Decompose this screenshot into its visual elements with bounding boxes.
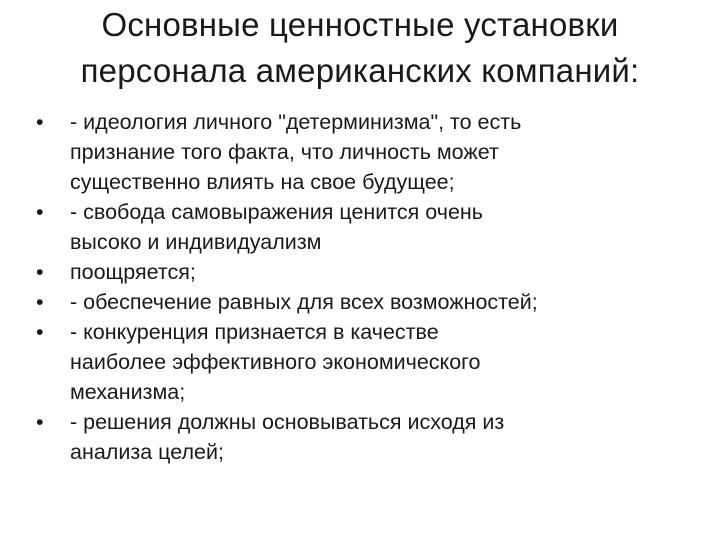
bullet-icon: • [36, 290, 44, 314]
bullet-4-line-1: - обеспечение равных для всех возможностей; [70, 290, 538, 314]
bullet-1-line-3: существенно влиять на свое будущее; [70, 170, 455, 194]
bullet-2-line-2: высоко и индивидуализм [70, 230, 322, 254]
bullet-item-4 [36, 287, 696, 317]
bullet-item-1 [36, 107, 696, 197]
bullet-5-line-1: - конкуренция признается в качестве [70, 320, 439, 344]
bullet-3-line-1: поощряется; [70, 260, 196, 284]
bullet-list [36, 107, 696, 467]
bullet-2-line-1: - свобода самовыражения ценится очень [70, 200, 483, 224]
title-line-2: персонала американских компаний: [80, 52, 640, 89]
title-line-1: Основные ценностные установки [101, 6, 619, 43]
bullet-5-line-2: наиболее эффективного экономического [70, 350, 481, 374]
slide-title [20, 2, 700, 94]
bullet-item-2 [36, 197, 696, 257]
bullet-6-line-2: анализа целей; [70, 440, 224, 464]
bullet-icon: • [36, 320, 44, 344]
bullet-5-line-3: механизма; [70, 380, 186, 404]
bullet-icon: • [36, 200, 44, 224]
bullet-icon: • [36, 110, 44, 134]
bullet-icon: • [36, 260, 44, 284]
bullet-item-3 [36, 257, 696, 287]
bullet-item-6 [36, 407, 696, 467]
bullet-item-5 [36, 317, 696, 407]
bullet-1-line-1: - идеология личного "детерминизма", то есть [70, 110, 522, 134]
bullet-1-line-2: признание того факта, что личность может [70, 140, 499, 164]
bullet-icon: • [36, 410, 44, 434]
bullet-6-line-1: - решения должны основываться исходя из [70, 410, 505, 434]
